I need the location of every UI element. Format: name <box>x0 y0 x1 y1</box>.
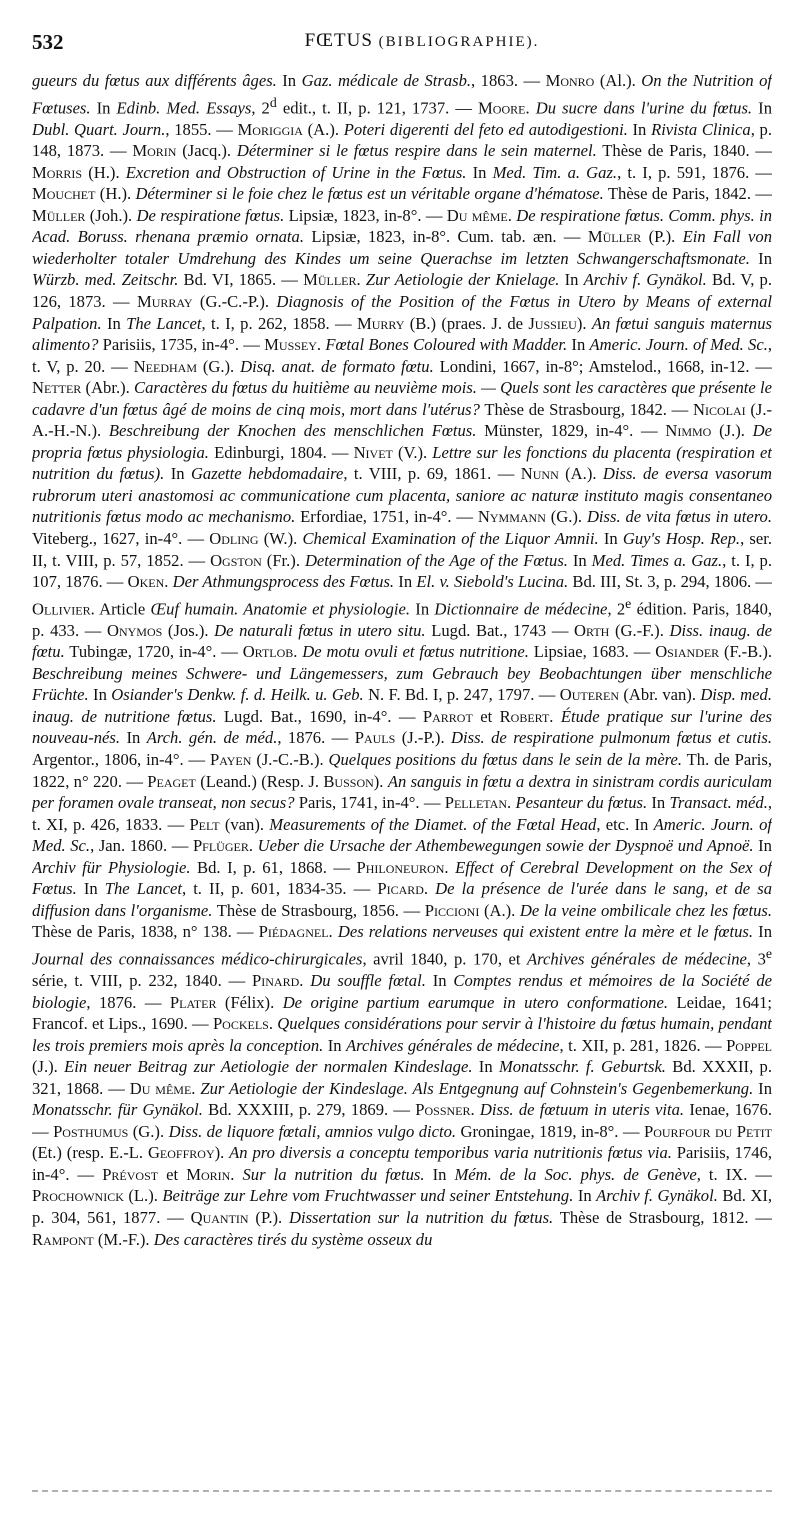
footer-rule <box>32 1490 772 1492</box>
running-title-subtitle: (BIBLIOGRAPHIE). <box>378 34 540 50</box>
bibliography-paragraph: gueurs du fœtus aux différents âges. In Gaz. médicale de Strasb., 1863. — Monro (Al.). On the Nutrition of Fœtuses. In Edinb. Med. Essays, 2$^d$ edit., t. II, p. 121, 1737. — Moore. Du sucre dans l'urine du fœtus. In Dubl. Quart. Journ., 1855. — Moriggia (A.). Poteri digerenti del feto ed autodigestioni. In Rivista Clinica, p. 148, 1873. — Morin (Jacq.). Déterminer si le fœtus respire dans le sein maternel. Thèse de Paris, 1840. — Morris (H.). Excretion and Obstruction of Urine in the Fœtus. In Med. Tim. a. Gaz., t. I, p. 591, 1876. — Mouchet (H.). Déterminer si le foie chez le fœtus est un véritable organe d'hématose. Thèse de Paris, 1842. — Müller (Joh.). De respiratione fœtus. Lipsiæ, 1823, in-8°. — Du même. De respiratione fœtus. Comm. phys. in Acad. Boruss. rhenana præmio ornata. Lipsiæ, 1823, in-8°. Cum. tab. æn. — Müller (P.). Ein Fall von wiederholter totaler Umdrehung des Kindes um seine Querachse im letzten Schwangerschaftsmonate. In Würzb. med. Zeitschr. Bd. VI, 1865. — Müller. Zur Aetiologie der Knielage. In Archiv f. Gynäkol. Bd. V, p. 126, 1873. — Murray (G.-C.-P.). Diagnosis of the Position of the Fœtus in Utero by Means of external Palpation. In The Lancet, t. I, p. 262, 1858. — Murry (B.) (praes. J. de Jussieu). An fœtui sanguis maternus alimento? Parisiis, 1735, in-4°. — Mussey. Fœtal Bones Coloured with Madder. In Americ. Journ. of Med. Sc., t. V, p. 20. — Needham (G.). Disq. anat. de formato fœtu. Londini, 1667, in-8°; Amstelod., 1668, in-12. — Netter (Abr.). Caractères du fœtus du huitième au neuvième mois. — Quels sont les caractères que présente le cadavre d'un fœtus âgé de moins de cinq mois, mort dans l'utérus? Thèse de Strasbourg, 1842. — Nicolai (J.-A.-H.-N.). Beschreibung der Knochen des menschlichen Fœtus. Münster, 1829, in-4°. — Nimmo (J.). De propria fœtus physiologia. Edinburgi, 1804. — Nivet (V.). Lettre sur les fonctions du placenta (respiration et nutrition du fœtus). In Gazette hebdomadaire, t. VIII, p. 69, 1861. — Nunn (A.). Diss. de eversa vasorum rubrorum uteri anastomosi ac communicatione cum placenta, saniore ac naturæ instituto magis consentaneo nutritionis fœtus modo ac mechanismo. Erfordiae, 1751, in-4°. — Nymmann (G.). Diss. de vita fœtus in utero. Viteberg., 1627, in-4°. — Odling (W.). Chemical Examination of the Liquor Amnii. In Guy's Hosp. Rep., ser. II, t. VIII, p. 57, 1852. — Ogston (Fr.). Determination of the Age of the Fœtus. In Med. Times a. Gaz., t. I, p. 107, 1876. — Oken. Der Athmungsprocess des Fœtus. In El. v. Siebold's Lucina. Bd. III, St. 3, p. 294, 1806. — Ollivier. Article Œuf humain. Anatomie et physiologie. In Dictionnaire de médecine, 2e édition. Paris, 1840, p. 433. — Onymos (Jos.). De naturali fœtus in utero situ. Lugd. Bat., 1743 — Orth (G.-F.). Diss. inaug. de fœtu. Tubingæ, 1720, in-4°. — Ortlob. De motu ovuli et fœtus nutritione. Lipsiae, 1683. — Osiander (F.-B.). Beschreibung meines Schwere- und Längemessers, zum Gebrauch bey Beobachtungen über menschliche Früchte. In Osiander's Denkw. f. d. Heilk. u. Geb. N. F. Bd. I, p. 247, 1797. — Outeren (Abr. van). Disp. med. inaug. de nutritione fœtus. Lugd. Bat., 1690, in-4°. — Parrot et Robert. Étude pratique sur l'urine des nouveau-nés. In Arch. gén. de méd., 1876. — Pauls (J.-P.). Diss. de respiratione pulmonum fœtus et cutis. Argentor., 1806, in-4°. — Payen (J.-C.-B.). Quelques positions du fœtus dans le sein de la mère. Th. de Paris, 1822, n° 220. — Peaget (Leand.) (Resp. J. Busson). An sanguis in fœtu a dextra in sinistram cordis auriculam per foramen ovale transeat, non secus? Paris, 1741, in-4°. — Pelletan. Pesanteur du fœtus. In Transact. méd., t. XI, p. 426, 1833. — Pelt (van). Measurements of the Diamet. of the Fœtal Head, etc. In Americ. Journ. of Med. Sc., Jan. 1860. — Pflüger. Ueber die Ursache der Athembewegungen sowie der Dyspnoë und Apnoë. In Archiv für Physiologie. Bd. I, p. 61, 1868. — Philoneuron. Effect of Cerebral Development on the Sex of Fœtus. In The Lancet, t. II, p. 601, 1834-35. — Picard. De la présence de l'urée dans le sang, et de sa diffusion dans l'organisme. Thèse de Strasbourg, 1856. — Piccioni (A.). De la veine ombilicale chez les fœtus. Thèse de Paris, 1838, n° 138. — Piédagnel. Des relations nerveuses qui existent entre la mère et le fœtus. In Journal des connaissances médico-chirurgicales, avril 1840, p. 170, et Archives générales de médecine, 3e série, t. VIII, p. 232, 1840. — Pinard. Du souffle fœtal. In Comptes rendus et mémoires de la Société de biologie, 1876. — Plater (Félix). De origine partium earumque in utero conformatione. Leidae, 1641; Francof. et Lips., 1690. — Pockels. Quelques considérations pour servir à l'histoire du fœtus humain, pendant les trois premiers mois après la conception. In Archives générales de médecine, t. XII, p. 281, 1826. — Poppel (J.). Ein neuer Beitrag zur Aetiologie der normalen Kindeslage. In Monatsschr. f. Geburtsk. Bd. XXXII, p. 321, 1868. — Du même. Zur Aetiologie der Kindeslage. Als Entgegnung auf Cohnstein's Gegenbemerkung. In Monatsschr. für Gynäkol. Bd. XXXIII, p. 279, 1869. — Possner. Diss. de fœtuum in uteris vita. Ienae, 1676. — Posthumus (G.). Diss. de liquore fœtali, amnios vulgo dicto. Groningae, 1819, in-8°. — Pourfour du Petit (Et.) (resp. E.-L. Geoffroy). An pro diversis a conceptu temporibus varia nutritionis fœtus via. Parisiis, 1746, in-4°. — Prévost et Morin. Sur la nutrition du fœtus. In Mém. de la Soc. phys. de Genève, t. IX. — Prochownick (L.). Beiträge zur Lehre vom Fruchtwasser und seiner Entstehung. In Archiv f. Gynäkol. Bd. XI, p. 304, 561, 1877. — Quantin (P.). Dissertation sur la nutrition du fœtus. Thèse de Strasbourg, 1812. — Rampont (M.-F.). Des caractères tirés du système osseux du <box>32 71 772 1249</box>
running-title <box>32 30 772 52</box>
running-title-main: FŒTUS <box>304 30 373 51</box>
bibliography-text <box>32 70 772 1500</box>
page-number: 532 <box>32 30 64 54</box>
page-header <box>32 30 772 60</box>
